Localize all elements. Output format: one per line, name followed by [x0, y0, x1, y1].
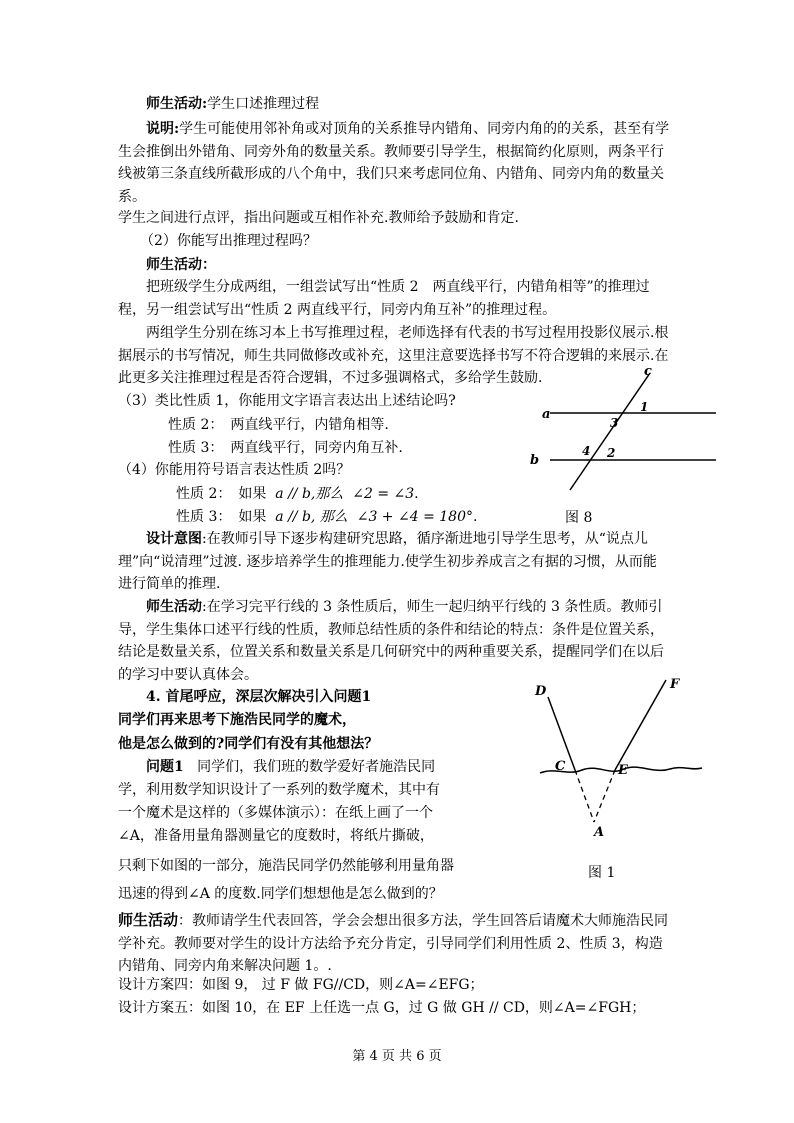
- ray-fe: [615, 680, 666, 770]
- activity-line-1: [146, 94, 319, 114]
- property-3-text: 性质 3： 两直线平行，同旁内角互补.: [168, 440, 403, 456]
- design-intent-text: :在教师引导下逐步构建研究思路，循序渐进地引导学生思考，从“说点儿理”向“说清理”过渡. 逐步培养学生的推理能力.使学生初步养成言之有据的习惯，从而能进行简单的推理.: [118, 531, 657, 592]
- figure-1-caption: 图 1: [588, 865, 616, 881]
- problem-1-line-3: 一个魔术是这样的（多媒体演示）：在纸上画了一个: [118, 805, 433, 821]
- problem-1-line-1: [146, 757, 435, 777]
- angle-1-label: 1: [640, 400, 649, 414]
- design-plan-5: 设计方案五：如图 10，在 EF 上任选一点 G，过 G 做 GH // CD，则∠A=∠FGH；: [118, 1000, 646, 1016]
- label-e: E: [618, 763, 628, 778]
- figure-8-caption: 图 8: [565, 510, 593, 526]
- projection-paragraph: 两组学生分别在练习本上书写推理过程，老师选择有代表的书写过程用投影仪展示.根据展示的书写情况，师生共同做修改或补充，这里注意要选择书写不符合逻辑的来展示.在此更多关注推理过程是否符合逻辑，不过多强调格式，多给学生鼓励.: [118, 325, 669, 386]
- sym3-head: 性质 3： 如果: [176, 509, 267, 525]
- sym3-math: ∠3 + ∠4 = 180°: [356, 509, 473, 525]
- group-paragraph: 把班级学生分成两组，一组尝试写出“性质 2 两直线平行，内错角相等”的推理过程，另一组尝试写出“性质 2 两直线平行，同旁内角互补”的推理过程。: [118, 279, 650, 318]
- final-activity-paragraph: [118, 909, 670, 978]
- problem-1-line-6: 迅速的得到∠A 的度数.同学们想想他是怎么做到的？: [118, 886, 443, 902]
- symbol-property-2: [176, 484, 419, 504]
- problem-1-label: 问题1: [146, 759, 184, 775]
- problem-1-line-5: 只剩下如图的一部分，施浩民同学仍然能够利用量角器: [118, 858, 454, 874]
- explanation-text: 学生可能使用邻补角或对顶角的关系推导内错角、同旁内角的的关系，甚至有学生会推倒出外错角、同旁外角的数量关系。教师要引导学生，根据简约化原则，两条平行线被第三条直线所截形成的八个角中，我们只来考虑同位角、内错角、同旁内角的数量关系。: [118, 121, 670, 205]
- peer-review-line: 学生之间进行点评，指出问题或互相作补充.教师给予鼓励和肯定.: [118, 210, 519, 226]
- sym2-mid: a // b,那么: [275, 486, 344, 502]
- activity-label: 师生活动:: [146, 96, 208, 112]
- question-3: （3）类比性质 1，你能用文字语言表达出上述结论吗?: [118, 393, 456, 409]
- activity-label-2: 师生活动：: [146, 257, 216, 273]
- sym3-mid: a // b, 那么: [275, 509, 348, 525]
- label-a: a: [542, 407, 551, 422]
- question-2: （2）你能写出推理过程吗？: [140, 233, 317, 249]
- label-f: F: [670, 677, 680, 692]
- section-4-sub-2: 他是怎么做到的?同学们有没有其他想法？: [118, 736, 379, 752]
- design-intent-label: 设计意图: [146, 531, 202, 547]
- section-4-sub-1: 同学们再来思考下施浩民同学的魔术，: [118, 712, 356, 728]
- figure-1-diagram: [520, 670, 720, 845]
- sym2-tail: .: [414, 486, 419, 502]
- summary-text: :在学习完平行线的 3 条性质后，师生一起归纳平行线的 3 条性质。教师引导，学生集体口述平行线的性质，教师总结性质的条件和结论的特点：条件是位置关系，结论是数量关系，位置关系和数量关系是几何研究中的两种重要关系，提醒同学们在以后的学习中要认真体会。: [118, 599, 664, 683]
- design-intent-paragraph: [118, 528, 670, 596]
- label-c: c: [644, 364, 652, 379]
- summary-label: 师生活动: [146, 599, 202, 615]
- figure-8-diagram: [520, 365, 720, 495]
- final-activity-label: 师生活动: [118, 911, 179, 929]
- explanation-label: 说明:: [146, 121, 180, 137]
- section-4-heading: 4. 首尾呼应，深层次解决引入问题1: [146, 689, 372, 705]
- final-activity-text: ：教师请学生代表回答，学会会想出很多方法，学生回答后请魔术大师施浩民同学补充。教师要对学生的设计方法给予充分肯定，引导同学们利用性质 2、性质 3，构造内错角、同旁内角来解决问题 1。.: [118, 913, 669, 974]
- question-4: （4）你能用符号语言表达性质 2吗？: [118, 462, 351, 478]
- sym2-math: ∠2 = ∠3: [352, 486, 415, 502]
- sym2-head: 性质 2： 如果: [176, 486, 267, 502]
- explanation-paragraph: [118, 118, 670, 208]
- angle-3-label: 3: [610, 416, 619, 430]
- dashed-ea: [594, 770, 615, 822]
- dashed-ca: [575, 770, 594, 822]
- problem-1-text-1: 同学们，我们班的数学爱好者施浩民同: [197, 759, 436, 775]
- symbol-property-3: [176, 507, 477, 527]
- sym3-tail: .: [472, 509, 478, 525]
- activity-text: 学生口述推理过程: [207, 96, 320, 112]
- label-d: D: [535, 684, 547, 699]
- label-a-point: A: [594, 825, 605, 840]
- problem-1-line-4: ∠A，准备用量角器测量它的度数时，将纸片撕破，: [118, 828, 434, 844]
- property-2-text: 性质 2： 两直线平行，内错角相等.: [168, 417, 389, 433]
- problem-1-line-2: 学，利用数学知识设计了一系列的数学魔术，其中有: [118, 782, 440, 798]
- line-c: [570, 373, 650, 490]
- label-c-point: C: [555, 759, 566, 774]
- angle-4-label: 4: [582, 444, 591, 458]
- label-b: b: [530, 453, 540, 468]
- angle-2-label: 2: [607, 446, 616, 460]
- page-footer: 第 4 页 共 6 页: [352, 1049, 442, 1064]
- design-plan-4: 设计方案四：如图 9， 过 F 做 FG//CD，则∠A=∠EFG；: [118, 977, 484, 993]
